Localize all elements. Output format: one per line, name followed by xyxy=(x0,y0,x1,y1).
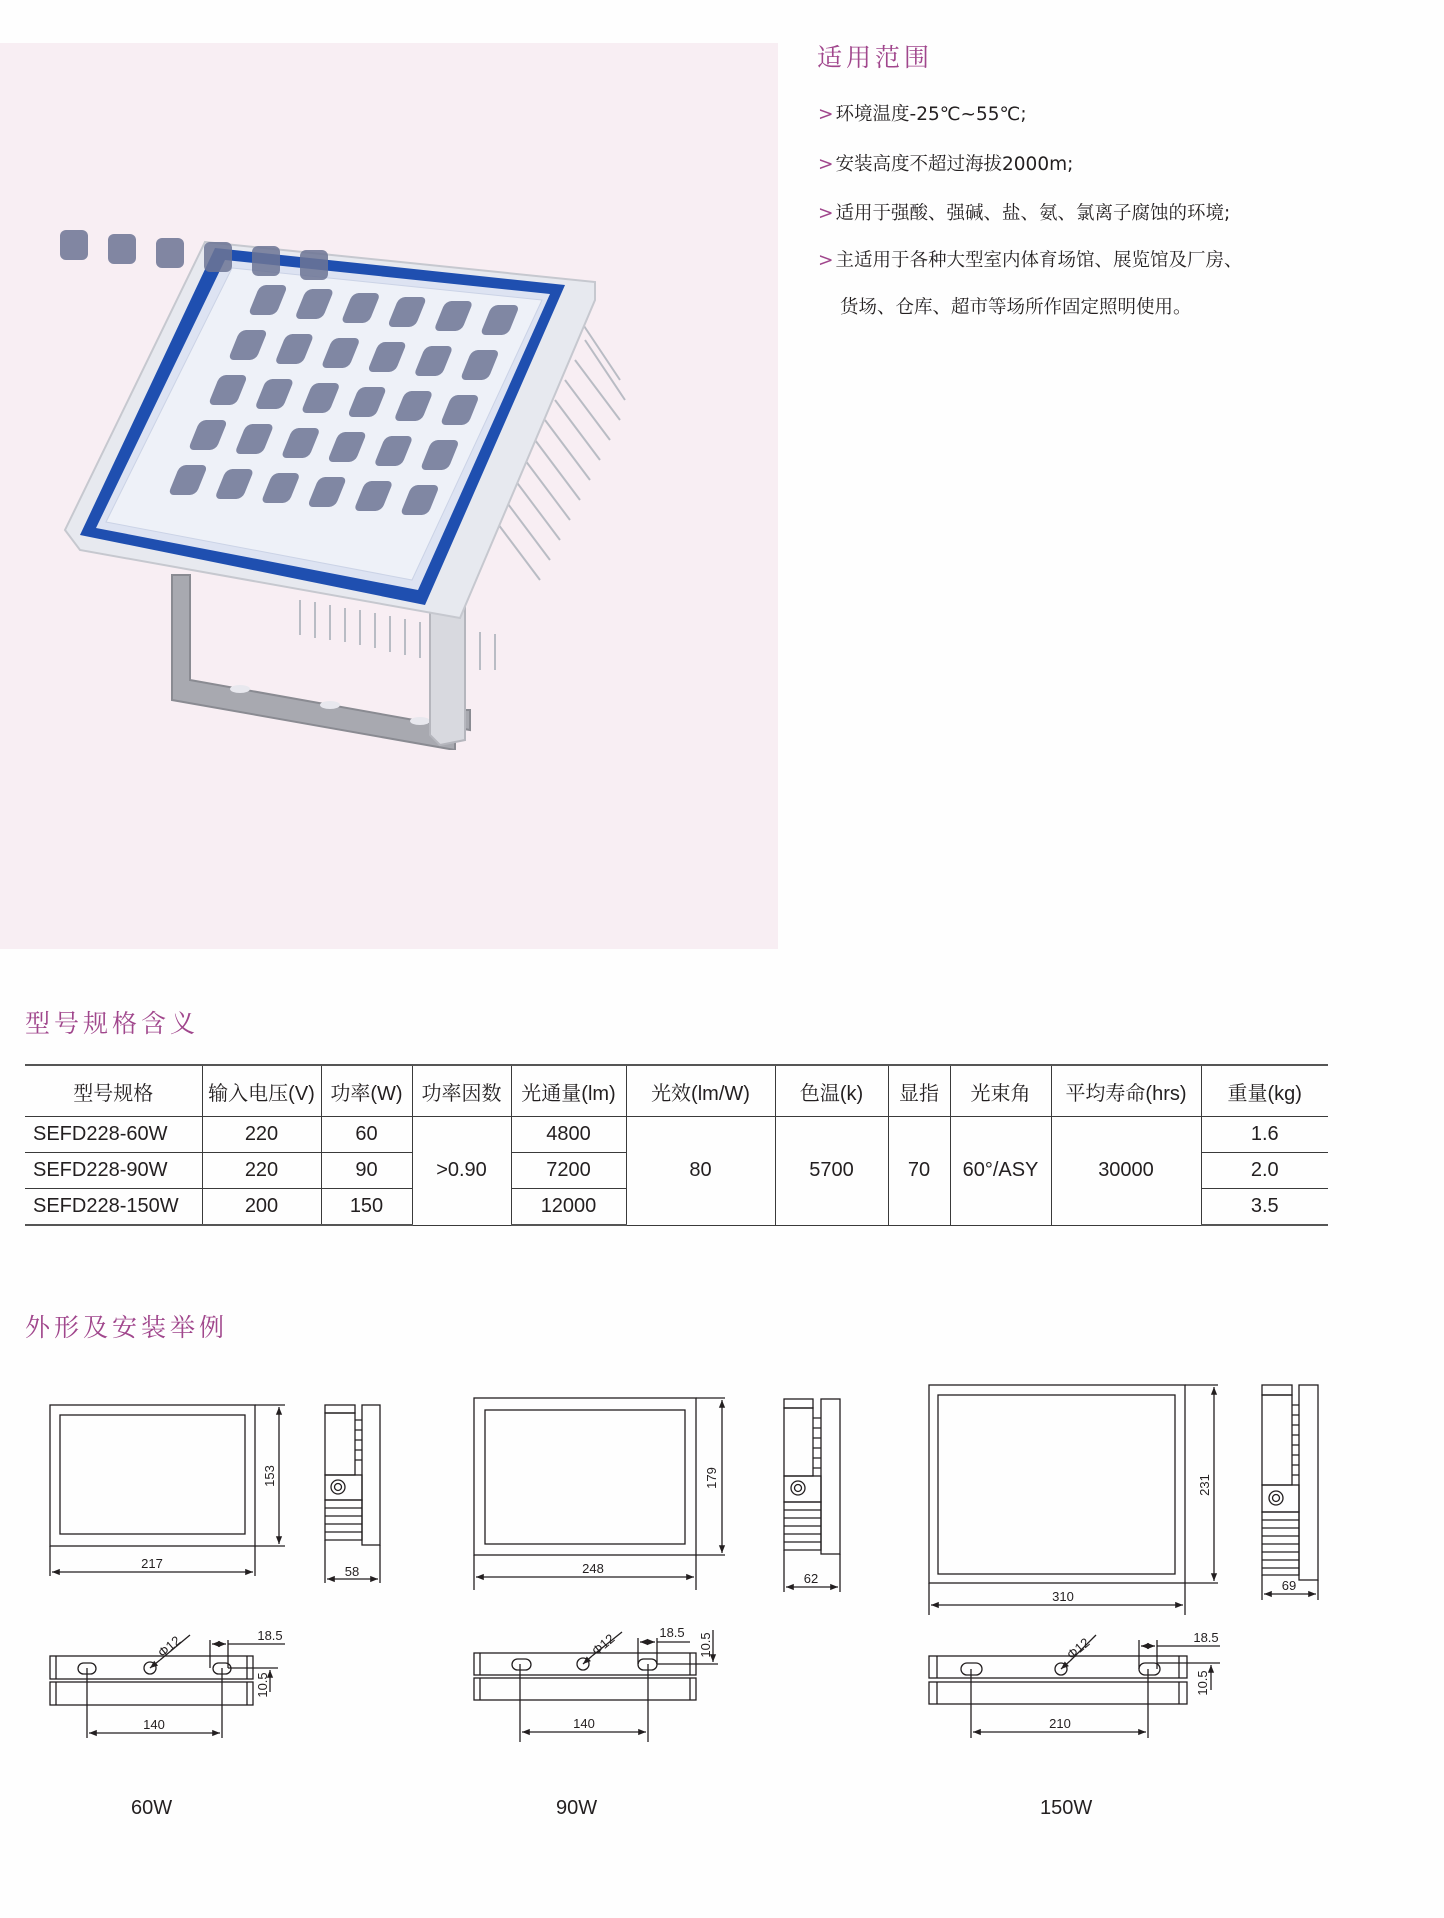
scope-item: > 主适用于各种大型室内体育场馆、展览馆及厂房、 xyxy=(818,250,1243,271)
dim-width-90w: 248 xyxy=(582,1561,604,1576)
front-view-150w xyxy=(929,1385,1218,1615)
cell-flux: 7200 xyxy=(511,1153,626,1189)
header-weight: 重量(kg) xyxy=(1201,1065,1328,1117)
dim-hole-spacing-60w: 140 xyxy=(143,1717,165,1732)
header-beam-angle: 光束角 xyxy=(950,1065,1051,1117)
cell-power: 150 xyxy=(321,1189,412,1226)
scope-item: > 适用于强酸、强碱、盐、氨、氯离子腐蚀的环境; xyxy=(818,203,1231,224)
dim-offset-90w: 18.5 xyxy=(659,1625,685,1640)
cell-color-temp: 5700 xyxy=(775,1117,888,1226)
front-view-60w xyxy=(50,1405,285,1576)
cell-voltage: 200 xyxy=(202,1189,321,1226)
dim-bracket-h-60w: 10.5 xyxy=(255,1672,270,1698)
header-efficacy: 光效(lm/W) xyxy=(626,1065,775,1117)
dim-hole-spacing-90w: 140 xyxy=(573,1716,595,1731)
cell-beam-angle: 60°/ASY xyxy=(950,1117,1051,1226)
spec-title: 型号规格含义 xyxy=(25,1009,200,1038)
dim-hole-spacing-150w: 210 xyxy=(1049,1716,1071,1731)
bullet-marker-icon: > xyxy=(818,203,834,224)
cell-cri: 70 xyxy=(888,1117,950,1226)
side-view-90w xyxy=(784,1399,840,1592)
cell-efficacy: 80 xyxy=(626,1117,775,1226)
side-view-60w xyxy=(325,1405,380,1583)
drawings-title: 外形及安装举例 xyxy=(25,1313,229,1342)
cell-model: SEFD228-60W xyxy=(25,1117,202,1153)
cell-model: SEFD228-150W xyxy=(25,1189,202,1226)
cell-power-factor: >0.90 xyxy=(412,1117,511,1226)
drawing-label-90w: 90W xyxy=(556,1797,598,1819)
header-model: 型号规格 xyxy=(25,1065,202,1117)
dimension-drawings xyxy=(0,1370,1444,1790)
dim-width-150w: 310 xyxy=(1052,1589,1074,1604)
cell-flux: 4800 xyxy=(511,1117,626,1153)
cell-model: SEFD228-90W xyxy=(25,1153,202,1189)
cell-power: 90 xyxy=(321,1153,412,1189)
dim-depth-150w: 69 xyxy=(1281,1578,1297,1593)
header-color-temp: 色温(k) xyxy=(775,1065,888,1117)
spec-table xyxy=(25,1064,1328,1226)
drawing-label-60w: 60W xyxy=(131,1797,173,1819)
dim-offset-150w: 18.5 xyxy=(1193,1630,1219,1645)
header-cri: 显指 xyxy=(888,1065,950,1117)
scope-item: > 环境温度-25℃~55℃; xyxy=(818,104,1027,125)
header-power: 功率(W) xyxy=(321,1065,412,1117)
cell-voltage: 220 xyxy=(202,1153,321,1189)
scope-item: > 安装高度不超过海拔2000m; xyxy=(818,154,1074,175)
scope-item-continuation: 货场、仓库、超市等场所作固定照明使用。 xyxy=(840,297,1192,318)
cell-flux: 12000 xyxy=(511,1189,626,1226)
cell-weight: 2.0 xyxy=(1201,1153,1328,1189)
dim-depth-90w: 62 xyxy=(803,1571,819,1586)
cell-lifetime: 30000 xyxy=(1051,1117,1201,1226)
dim-bracket-h-90w: 10.5 xyxy=(698,1632,713,1658)
header-lifetime: 平均寿命(hrs) xyxy=(1051,1065,1201,1117)
header-flux: 光通量(lm) xyxy=(511,1065,626,1117)
cell-weight: 1.6 xyxy=(1201,1117,1328,1153)
scope-title: 适用范围 xyxy=(817,43,934,72)
side-view-150w xyxy=(1262,1385,1318,1600)
dim-height-60w: 153 xyxy=(262,1465,277,1487)
dim-width-60w: 217 xyxy=(141,1556,163,1571)
floodlight-product-image xyxy=(60,230,660,750)
dim-hole-60w: Φ12 xyxy=(154,1632,184,1661)
dim-depth-60w: 58 xyxy=(344,1564,360,1579)
bullet-marker-icon: > xyxy=(818,104,834,125)
dim-bracket-h-150w: 10.5 xyxy=(1195,1670,1210,1696)
cell-power: 60 xyxy=(321,1117,412,1153)
bullet-marker-icon: > xyxy=(818,154,834,175)
bullet-marker-icon: > xyxy=(818,250,834,271)
header-power-factor: 功率因数 xyxy=(412,1065,511,1117)
dim-height-90w: 179 xyxy=(704,1467,719,1489)
dim-height-150w: 231 xyxy=(1197,1474,1212,1496)
dim-offset-60w: 18.5 xyxy=(257,1628,283,1643)
header-voltage: 输入电压(V) xyxy=(202,1065,321,1117)
cell-voltage: 220 xyxy=(202,1117,321,1153)
table-header-row xyxy=(25,1065,1328,1117)
dim-hole-90w: Φ12 xyxy=(588,1630,618,1659)
table-row xyxy=(25,1117,1328,1153)
drawing-label-150w: 150W xyxy=(1040,1797,1093,1819)
cell-weight: 3.5 xyxy=(1201,1189,1328,1226)
dim-hole-150w: Φ12 xyxy=(1063,1634,1093,1663)
